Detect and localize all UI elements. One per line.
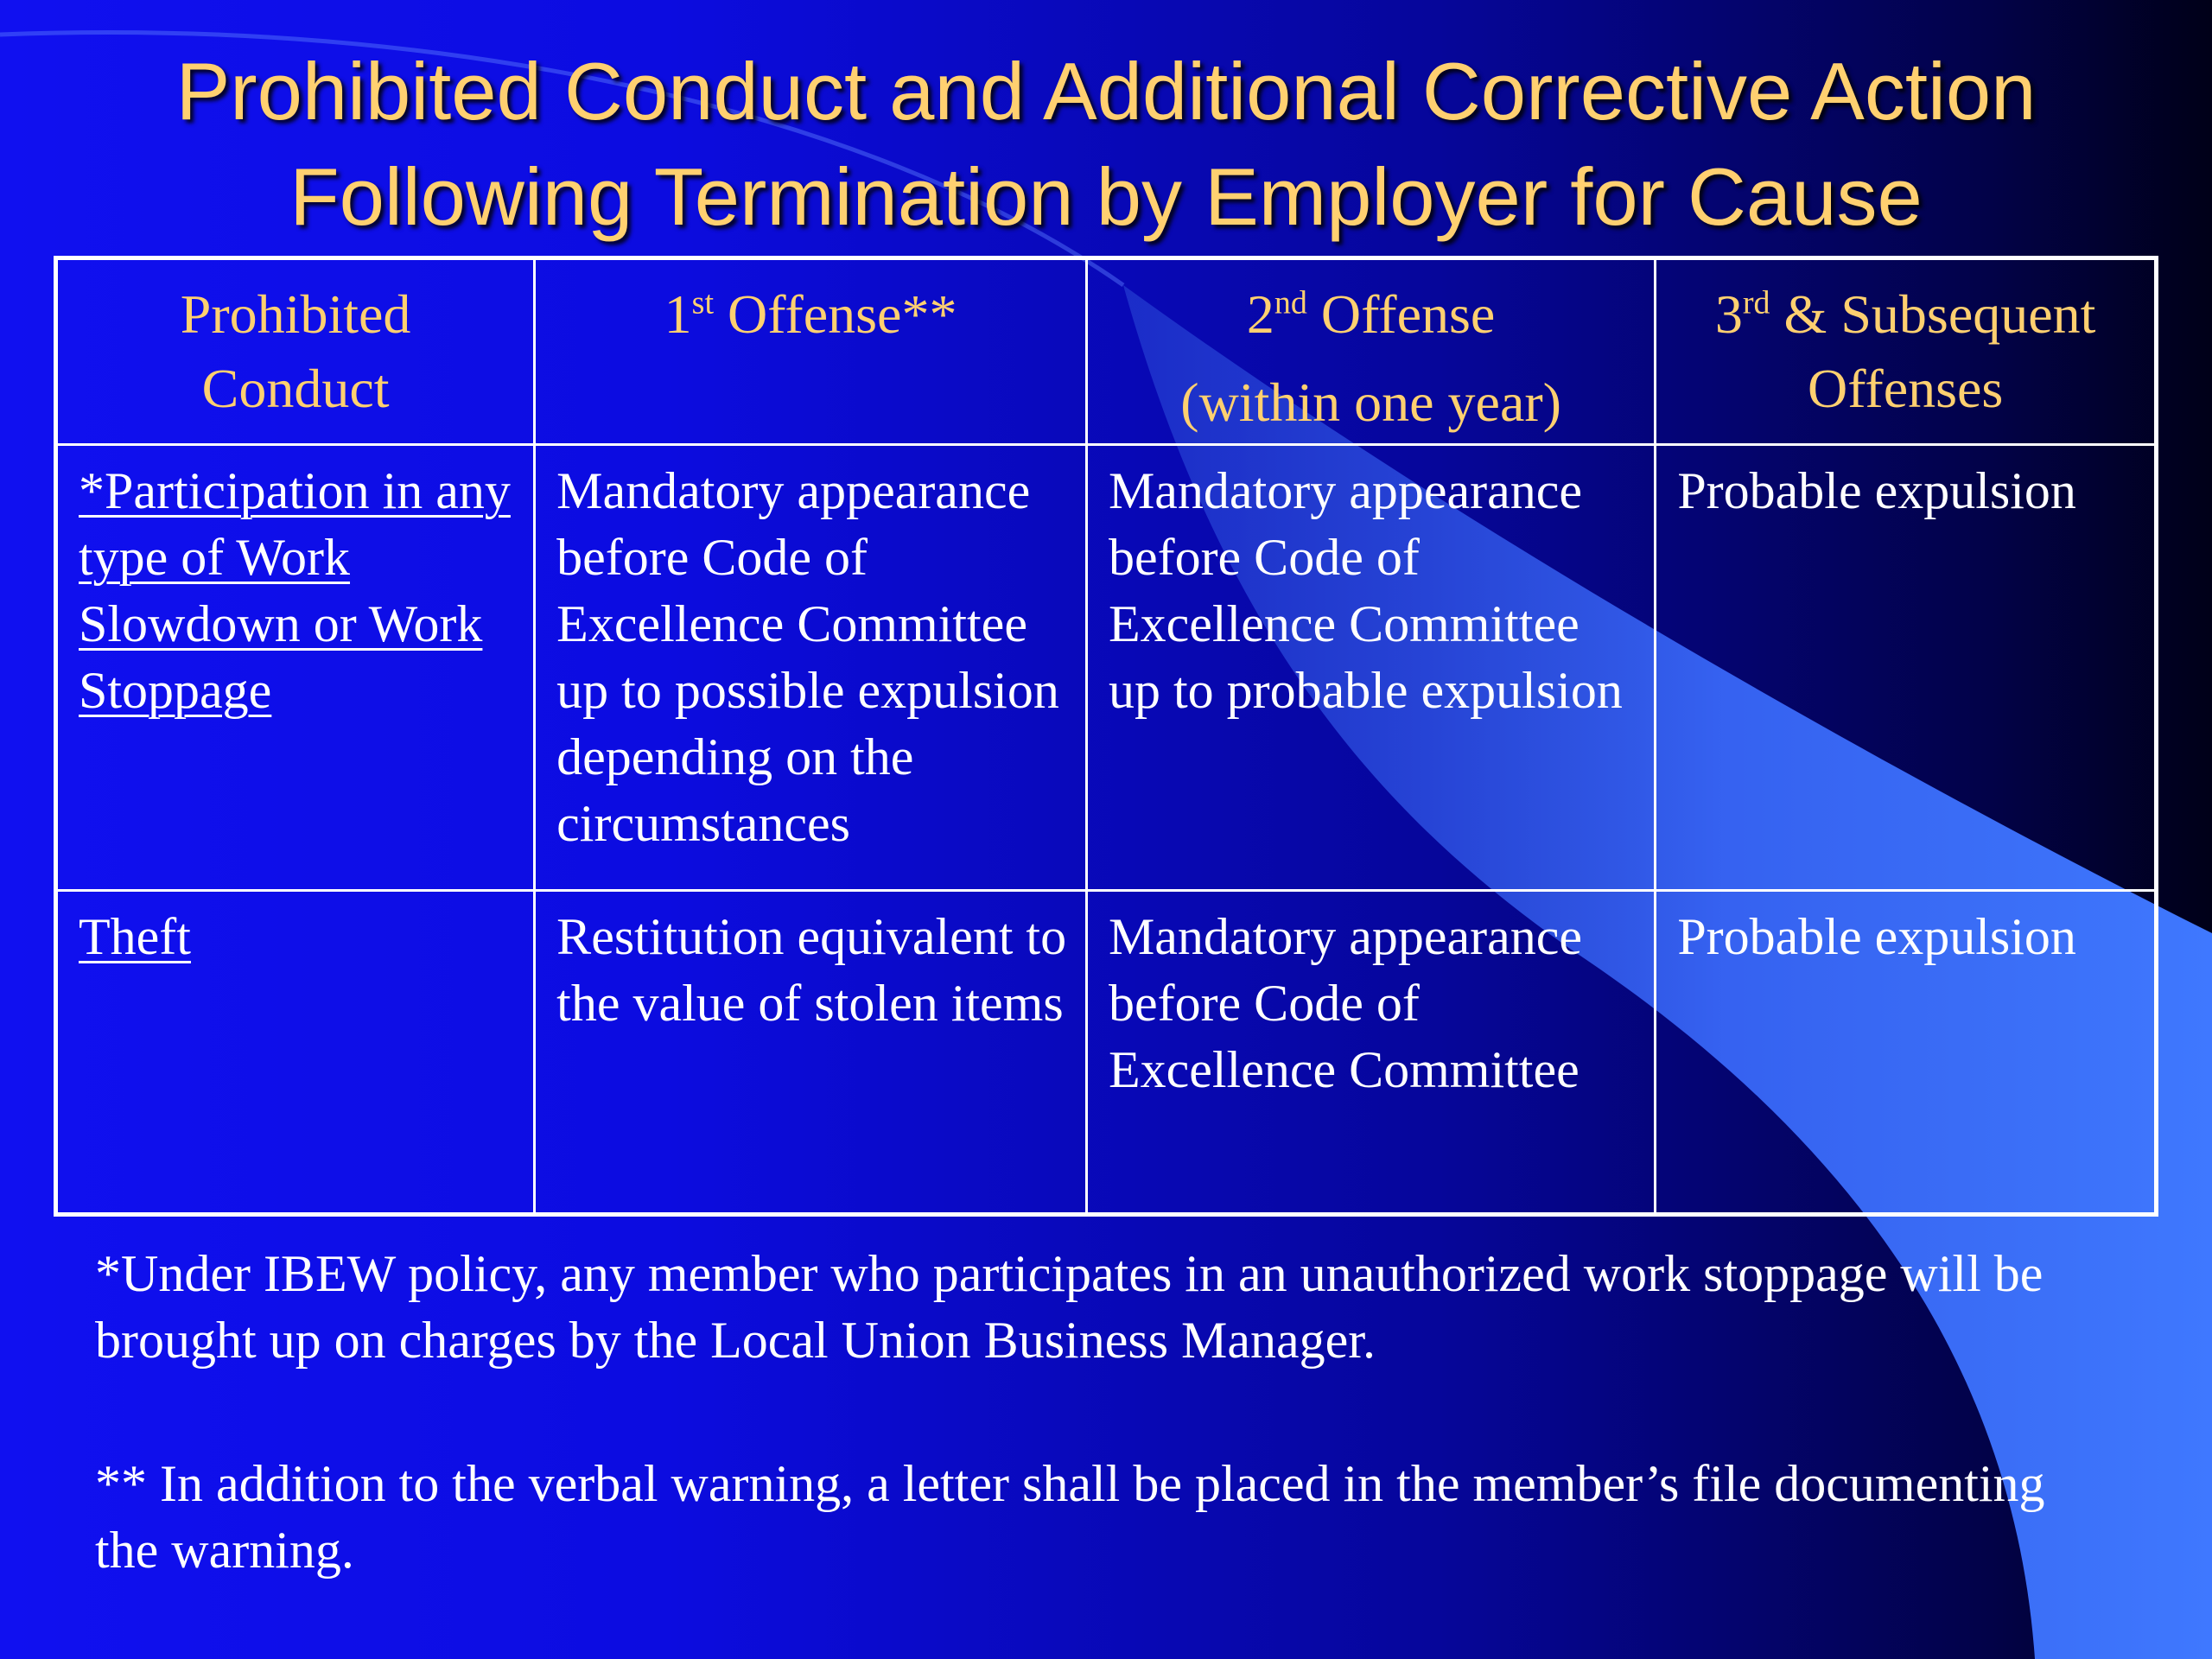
- header-prohibited-conduct: Prohibited Conduct: [56, 258, 535, 445]
- slide-title: [0, 39, 2212, 250]
- header-second-offense: 2nd Offense (within one year): [1086, 258, 1655, 445]
- footnote-verbal-warning: ** In addition to the verbal warning, a letter shall be placed in the member’s file documenting the warning.: [95, 1455, 2045, 1579]
- table-row: [56, 891, 2157, 1215]
- cell-first-offense: Mandatory appearance before Code of Excellence Committee up to possible expulsion depending on the circumstances: [535, 445, 1087, 891]
- header-subsequent-offenses: 3rd & Subsequent Offenses: [1656, 258, 2157, 445]
- cell-subsequent-offenses: Probable expulsion: [1656, 445, 2157, 891]
- cell-conduct: Theft: [56, 891, 535, 1215]
- cell-second-offense: Mandatory appearance before Code of Excellence Committee: [1086, 891, 1655, 1215]
- cell-subsequent-offenses: Probable expulsion: [1656, 891, 2157, 1215]
- cell-conduct: *Participation in any type of Work Slowdown or Work Stoppage: [56, 445, 535, 891]
- title-line-1: Prohibited Conduct and Additional Corrective Action: [175, 46, 2037, 137]
- title-line-2: Following Termination by Employer for Cause: [289, 151, 1923, 242]
- footnote-ibew-policy: *Under IBEW policy, any member who participates in an unauthorized work stoppage will be brought up on charges by the Local Union Business Manager.: [95, 1245, 2044, 1369]
- cell-second-offense: Mandatory appearance before Code of Excellence Committee up to probable expulsion: [1086, 445, 1655, 891]
- table-row: [56, 445, 2157, 891]
- cell-first-offense: Restitution equivalent to the value of stolen items: [535, 891, 1087, 1215]
- header-first-offense: 1st Offense**: [535, 258, 1087, 445]
- table-header-row: [56, 258, 2157, 445]
- conduct-table: [54, 256, 2158, 1217]
